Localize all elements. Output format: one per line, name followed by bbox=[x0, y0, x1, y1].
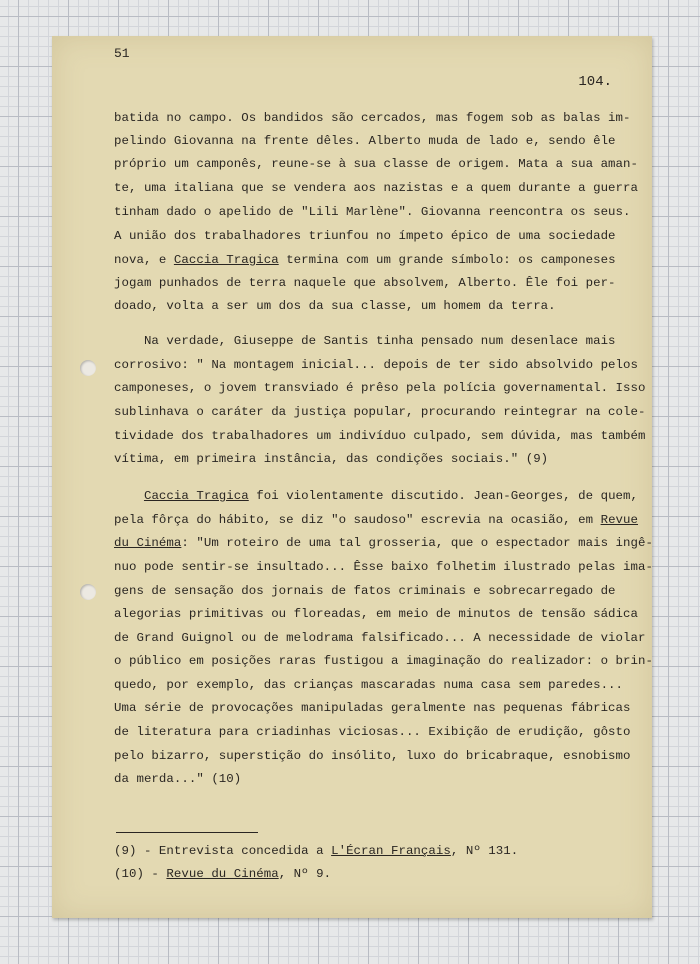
text-line: o público em posições raras fustigou a imaginação do realizador: o brin- bbox=[114, 654, 653, 668]
text-line: gens de sensação dos jornais de fatos criminais e sobrecarregado de bbox=[114, 584, 616, 598]
text-line: pelindo Giovanna na frente dêles. Alberto muda de lado e, sendo êle bbox=[114, 134, 616, 148]
line-text: termina com um grande símbolo: os camponeses bbox=[278, 253, 616, 267]
line-text: pela fôrça do hábito, se diz "o saudoso" escrevia na ocasião, em bbox=[114, 513, 601, 527]
line-text: foi violentamente discutido. Jean-Georges, de quem, bbox=[248, 489, 639, 503]
text-line bbox=[114, 252, 616, 268]
film-title: Caccia Tragica bbox=[143, 489, 249, 503]
text-line bbox=[114, 535, 653, 551]
film-title: Caccia Tragica bbox=[173, 253, 279, 267]
text-line: camponeses, o jovem transviado é prêso pela polícia governamental. Isso bbox=[114, 381, 646, 395]
text-line: de Grand Guignol ou de melodrama falsificado... A necessidade de violar bbox=[114, 631, 646, 645]
typewritten-page bbox=[52, 36, 652, 918]
footnote-source: L'Écran Français bbox=[331, 844, 451, 858]
line-text bbox=[114, 489, 144, 503]
text-line: vítima, em primeira instância, das condições sociais." (9) bbox=[114, 452, 549, 466]
footnote-text: (9) - Entrevista concedida a bbox=[114, 844, 332, 858]
text-line: te, uma italiana que se vendera aos nazistas e a quem durante a guerra bbox=[114, 181, 638, 195]
journal-title: Revue bbox=[600, 513, 639, 527]
text-line: doado, volta a ser um dos da sua classe, um homem da terra. bbox=[114, 299, 556, 313]
page-number: 104. bbox=[578, 74, 612, 90]
text-line bbox=[114, 488, 638, 504]
text-line: quedo, por exemplo, das crianças mascaradas numa casa sem paredes... bbox=[114, 678, 624, 692]
line-text: nova, e bbox=[114, 253, 174, 267]
text-line: tividade dos trabalhadores um indivíduo culpado, sem dúvida, mas também bbox=[114, 429, 646, 443]
text-line: nuo pode sentir-se insultado... Êsse baixo folhetim ilustrado pelas ima- bbox=[114, 560, 653, 574]
text-line bbox=[114, 512, 638, 528]
text-line: próprio um camponês, reune-se à sua classe de origem. Mata a sua aman- bbox=[114, 157, 638, 171]
journal-title: du Cinéma bbox=[114, 536, 182, 550]
footnote-text: , Nº 131. bbox=[450, 844, 519, 858]
text-line: Na verdade, Giuseppe de Santis tinha pensado num desenlace mais bbox=[114, 334, 616, 348]
text-line: sublinhava o caráter da justiça popular, procurando reintegrar na cole- bbox=[114, 405, 646, 419]
punch-hole bbox=[80, 360, 96, 376]
text-line: tinham dado o apelido de "Lili Marlène". Giovanna reencontra os seus. bbox=[114, 205, 631, 219]
archive-page-number: 51 bbox=[114, 46, 130, 61]
footnote-text: , Nº 9. bbox=[278, 867, 332, 881]
text-line: alegorias primitivas ou floreadas, em meio de minutos de tensão sádica bbox=[114, 607, 638, 621]
footnote-10 bbox=[114, 866, 331, 882]
text-line: da merda..." (10) bbox=[114, 772, 242, 786]
text-line: pelo bizarro, superstição do insólito, luxo do bricabraque, esnobismo bbox=[114, 749, 631, 763]
text-line: A união dos trabalhadores triunfou no ímpeto épico de uma sociedade bbox=[114, 229, 616, 243]
text-line: Uma série de provocações manipuladas geralmente nas pequenas fábricas bbox=[114, 701, 631, 715]
punch-hole bbox=[80, 584, 96, 600]
footnote-source: Revue du Cinéma bbox=[166, 867, 279, 881]
text-line: de literatura para criadinhas viciosas... Exibição de erudição, gôsto bbox=[114, 725, 631, 739]
footnote-separator bbox=[116, 832, 258, 833]
footnote-text: (10) - bbox=[114, 867, 167, 881]
text-line: batida no campo. Os bandidos são cercados, mas fogem sob as balas im- bbox=[114, 111, 631, 125]
footnote-9 bbox=[114, 843, 518, 859]
line-text: : "Um roteiro de uma tal grosseria, que o espectador mais ingê- bbox=[181, 536, 653, 550]
text-line: jogam punhados de terra naquele que absolvem, Alberto. Êle foi per- bbox=[114, 276, 616, 290]
text-line: corrosivo: " Na montagem inicial... depois de ter sido absolvido pelos bbox=[114, 358, 638, 372]
